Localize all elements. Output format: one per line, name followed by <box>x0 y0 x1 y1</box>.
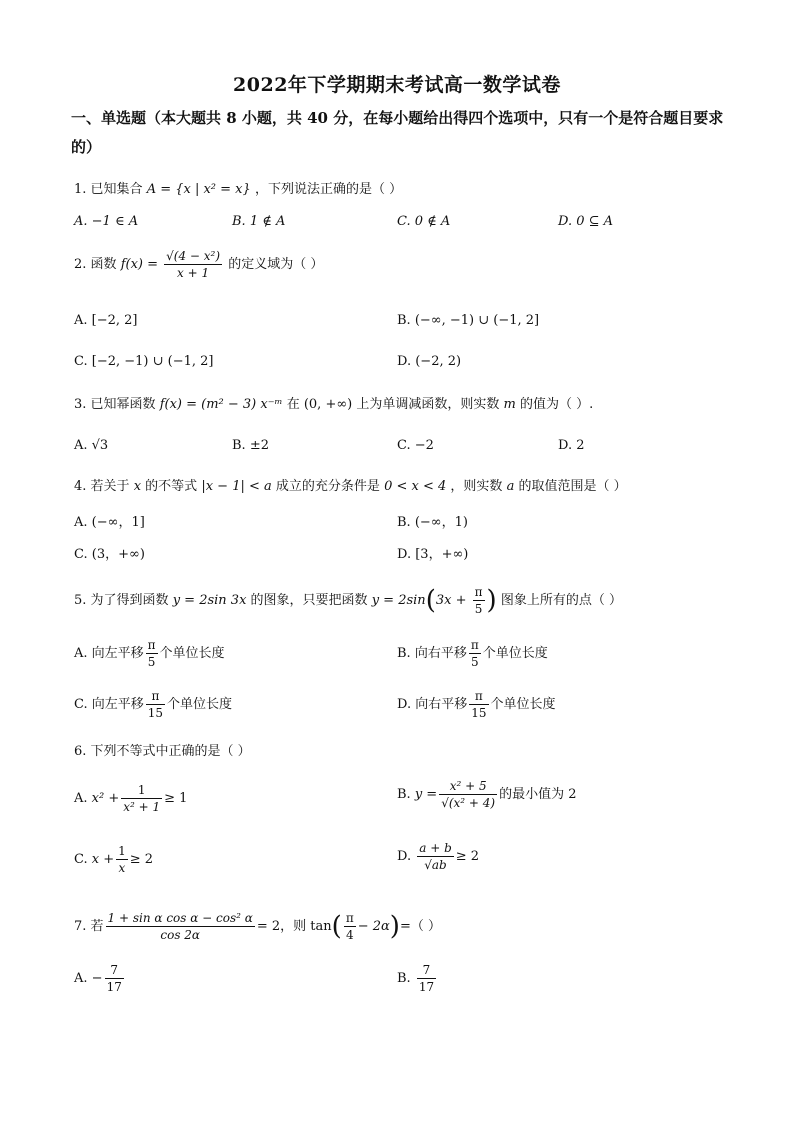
q5-d-num: π <box>469 688 488 705</box>
q5-right-paren: ) <box>486 585 497 616</box>
q1-option-b[interactable]: B. 1 ∉ A <box>232 214 286 229</box>
q6-b-num: x² + 5 <box>439 778 497 795</box>
q1-set: A = {x | x² = x} <box>146 182 251 197</box>
q4-option-d[interactable]: D. [3，+∞) <box>397 547 469 562</box>
q6-c-expr: x + <box>91 852 115 867</box>
q6-option-b[interactable] <box>397 778 577 811</box>
q7-a-sign: − <box>91 971 103 986</box>
q7-denominator: cos 2α <box>160 928 201 942</box>
q3-expression: f(x) = (m² − 3) x⁻ᵐ <box>159 397 283 412</box>
q2-denominator: x + 1 <box>177 266 210 280</box>
question-1 <box>74 180 402 200</box>
q1-option-c[interactable]: C. 0 ∉ A <box>397 214 451 229</box>
q5-a-fraction <box>146 637 158 670</box>
q6-b-expr: y = <box>414 787 438 802</box>
q4-var-a: a <box>506 479 515 494</box>
q6-b-label: B. <box>397 787 411 802</box>
q1-prefix: 1. 已知集合 <box>74 182 143 197</box>
q6-a-den: x² + 1 <box>123 800 161 814</box>
q6-a-num: 1 <box>121 782 162 799</box>
q6-option-d[interactable] <box>397 840 479 873</box>
q3-variable: m <box>503 397 516 412</box>
q5-b-label: B. 向右平移 <box>397 646 467 661</box>
q5-function-2: y = 2sin <box>371 593 426 608</box>
q7-pi-fraction <box>344 910 356 943</box>
q4-option-c[interactable]: C. (3，+∞) <box>74 547 145 562</box>
q7-left-paren: ( <box>331 911 342 942</box>
q7-text-c: =（ ） <box>399 919 441 934</box>
q7-fraction <box>106 910 255 943</box>
q5-function-2-arg: 3x + <box>435 593 467 608</box>
q7-b-den: 17 <box>418 980 435 994</box>
q6-d-fraction <box>417 840 454 873</box>
q6-c-label: C. <box>74 852 88 867</box>
q6-d-ineq: ≥ 2 <box>455 849 480 864</box>
q7-inner-tail: − 2α <box>357 919 390 934</box>
q2-numerator: √(4 − x²) <box>166 249 221 263</box>
q7-option-b[interactable] <box>397 962 438 995</box>
q5-pi: π <box>474 585 483 599</box>
q5-function-1: y = 2sin 3x <box>172 593 247 608</box>
question-4 <box>74 477 627 497</box>
q5-a-num: π <box>147 638 156 652</box>
q4-option-b[interactable]: B. (−∞，1) <box>397 515 468 530</box>
q6-d-num: a + b <box>419 841 452 855</box>
q7-tan: tan <box>310 919 332 934</box>
question-6: 6. 下列不等式中正确的是（ ） <box>74 744 251 759</box>
q7-right-paren: ) <box>389 911 400 942</box>
q4-text-d: ，则实数 <box>450 479 503 494</box>
question-5 <box>74 584 622 617</box>
q2-prefix: 2. 函数 <box>74 257 117 272</box>
q4-var-x: x <box>133 479 142 494</box>
q7-pi: π <box>345 911 354 925</box>
q2-option-b[interactable]: B. (−∞, −1) ∪ (−1, 2] <box>397 313 540 328</box>
exam-title: 2022年下学期期末考试高一数学试卷 <box>233 74 561 96</box>
q5-c-num: π <box>146 688 165 705</box>
q1-suffix: ，下列说法正确的是（ ） <box>254 182 403 197</box>
q2-fraction <box>164 248 222 281</box>
q5-b-num: π <box>470 638 479 652</box>
q4-text-b: 的不等式 <box>145 479 198 494</box>
q3-text-d: 的值为（ ）. <box>520 397 594 412</box>
q5-c-den: 15 <box>147 706 164 720</box>
q6-b-tail: 的最小值为 2 <box>499 787 577 802</box>
q6-b-den: √(x² + 4) <box>441 796 496 810</box>
q5-c-fraction <box>146 688 165 721</box>
q6-d-label: D. <box>397 849 412 864</box>
q5-b-fraction <box>469 637 481 670</box>
q7-text-b: = 2，则 <box>256 919 307 934</box>
q5-text-c: 图象上所有的点（ ） <box>500 593 622 608</box>
q5-d-den: 15 <box>471 706 487 720</box>
q6-c-num: 1 <box>118 844 126 858</box>
q3-text-c: 上为单调减函数，则实数 <box>356 397 500 412</box>
q6-c-ineq: ≥ 2 <box>129 852 154 867</box>
q5-c-tail: 个单位长度 <box>167 697 233 712</box>
q5-b-tail: 个单位长度 <box>482 646 548 661</box>
q5-option-d[interactable] <box>397 688 556 721</box>
q6-option-a[interactable] <box>74 782 187 815</box>
q5-c-label: C. 向左平移 <box>74 697 144 712</box>
q5-text-a: 5. 为了得到函数 <box>74 593 169 608</box>
q6-a-label: A. <box>74 791 88 806</box>
q6-b-fraction <box>439 778 497 811</box>
q5-option-c[interactable] <box>74 688 232 721</box>
q4-option-a[interactable]: A. (−∞，1] <box>74 515 145 530</box>
q5-left-paren: ( <box>425 585 436 616</box>
q5-fraction <box>473 584 485 617</box>
q4-text-c: 成立的充分条件是 <box>275 479 380 494</box>
q3-text-b: 在 <box>286 397 300 412</box>
q5-five: 5 <box>474 602 483 616</box>
q6-a-expr: x² + <box>91 791 120 806</box>
q7-b-num: 7 <box>417 962 436 979</box>
q7-b-fraction <box>417 962 436 995</box>
question-7 <box>74 910 441 943</box>
q5-a-den: 5 <box>147 655 156 669</box>
q7-a-label: A. <box>74 971 88 986</box>
q1-option-d[interactable]: D. 0 ⊆ A <box>558 214 614 229</box>
q6-d-den: √ab <box>424 858 447 872</box>
q3-text-a: 3. 已知幂函数 <box>74 397 156 412</box>
q5-text-b: 的图象，只要把函数 <box>250 593 368 608</box>
q2-option-d[interactable]: D. (−2, 2) <box>397 354 462 369</box>
q2-fn: f(x) = <box>120 257 158 272</box>
q7-four: 4 <box>345 928 354 942</box>
q3-option-b[interactable]: B. ±2 <box>232 438 269 453</box>
question-3 <box>74 395 593 415</box>
q5-d-fraction <box>469 688 488 721</box>
q4-condition: 0 < x < 4 <box>384 479 447 494</box>
q5-option-b[interactable] <box>397 637 548 670</box>
q4-text-a: 4. 若关于 <box>74 479 130 494</box>
q1-option-a[interactable]: A. −1 ∈ A <box>74 214 139 229</box>
q7-numerator: 1 + sin α cos α − cos² α <box>107 911 253 925</box>
q4-inequality: |x − 1| < a <box>201 479 272 494</box>
q6-option-c[interactable] <box>74 843 153 876</box>
q3-option-c[interactable]: C. −2 <box>397 438 434 453</box>
question-2 <box>74 248 323 281</box>
q3-option-a[interactable]: A. √3 <box>74 438 109 453</box>
q7-text-a: 7. 若 <box>74 919 104 934</box>
q7-option-a[interactable] <box>74 962 126 995</box>
q6-c-den: x <box>118 861 126 875</box>
q2-option-a[interactable]: A. [−2, 2] <box>74 313 138 328</box>
q7-a-num: 7 <box>105 962 124 979</box>
q6-c-fraction <box>116 843 128 876</box>
q6-a-ineq: ≥ 1 <box>164 791 188 806</box>
q2-suffix: 的定义域为（ ） <box>228 257 324 272</box>
q5-d-tail: 个单位长度 <box>490 697 556 712</box>
q5-d-label: D. 向右平移 <box>397 697 468 712</box>
q3-interval: (0, +∞) <box>303 397 353 412</box>
q5-b-den: 5 <box>470 655 479 669</box>
q7-b-label: B. <box>397 971 411 986</box>
section-heading: 一、单选题（本大题共 8 小题，共 40 分，在每小题给出得四个选项中，只有一个是符合题目要求的） <box>71 109 724 156</box>
q5-a-label: A. 向左平移 <box>74 646 144 661</box>
q5-a-tail: 个单位长度 <box>159 646 225 661</box>
q2-option-c[interactable]: C. [−2, −1) ∪ (−1, 2] <box>74 354 214 369</box>
q6-a-fraction <box>121 782 162 815</box>
q4-text-e: 的取值范围是（ ） <box>518 479 627 494</box>
q5-option-a[interactable] <box>74 637 225 670</box>
q7-a-fraction <box>105 962 124 995</box>
q7-a-den: 17 <box>106 980 122 994</box>
q3-option-d[interactable]: D. 2 <box>558 438 585 453</box>
